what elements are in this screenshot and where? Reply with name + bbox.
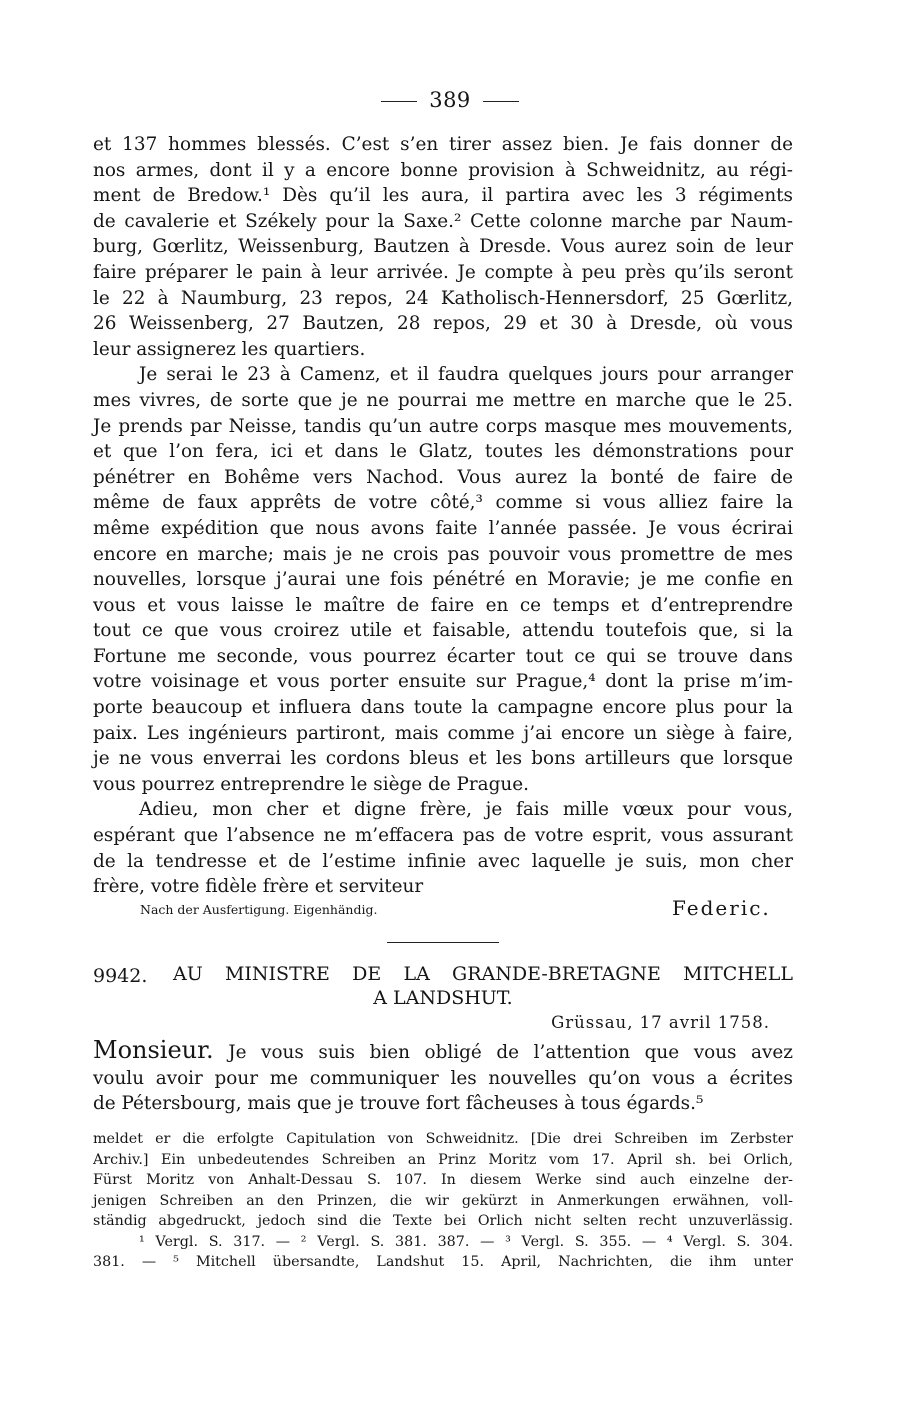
letter-opening — [93, 1038, 793, 1117]
text-line: de cavalerie et Székely pour la Saxe.² Cette colonne marche par Naum- — [93, 210, 793, 232]
salutation: Monsieur. — [93, 1036, 214, 1064]
text-line: et que l’on fera, ici et dans le Glatz, toutes les démonstrations pour — [93, 441, 793, 463]
letter-title-line-2: A LANDSHUT. — [373, 987, 513, 1009]
footnote-line: 381. — ⁵ Mitchell übersandte, Landshut 15. April, Nachrichten, die ihm unter — [93, 1254, 793, 1270]
text-line: frère, votre fidèle frère et serviteur — [93, 876, 424, 898]
dateline: Grüssau, 17 avril 1758. — [551, 1013, 770, 1032]
text-line: pénétrer en Bohême vers Nachod. Vous aurez la bonté de faire de — [93, 466, 793, 488]
letter-line-1 — [93, 1038, 793, 1066]
letter-title-line-1: AU MINISTRE DE LA GRANDE-BRETAGNE MITCHELL — [173, 963, 793, 985]
text-line: encore en marche; mais je ne crois pas pouvoir vous promettre de mes — [93, 543, 793, 565]
footnotes — [93, 1129, 793, 1273]
footnote-line: Fürst Moritz von Anhalt-Dessau S. 107. In diesem Werke sind auch einzelne der- — [93, 1172, 793, 1188]
footnote-line: ¹ Vergl. S. 317. — ² Vergl. S. 381. 387. — ³ Vergl. S. 355. — ⁴ Vergl. S. 304. — [139, 1233, 793, 1250]
text-line: Fortune me seconde, vous pourrez écarter tout ce qui se trouve dans — [93, 645, 793, 667]
footnote-line: Archiv.] Ein unbedeutendes Schreiben an Prinz Moritz vom 17. April sh. bei Orlich, — [93, 1151, 793, 1168]
text-line: vous pourrez entreprendre le siège de Prague. — [93, 773, 529, 795]
text-line: votre voisinage et vous porter ensuite sur Prague,⁴ dont la prise m’im- — [93, 671, 793, 693]
page-number-dash-left — [381, 101, 417, 102]
letter-line: voulu avoir pour me communiquer les nouvelles qu’on vous a écrites — [93, 1067, 793, 1089]
text-line: paix. Les ingénieurs partiront, mais comme j’ai encore un siège à faire, — [93, 722, 793, 744]
text-line: de la tendresse et de l’estime infinie avec laquelle je suis, mon cher — [93, 850, 793, 872]
footnote-line: meldet er die erfolgte Capitulation von Schweidnitz. [Die drei Schreiben im Zerbster — [93, 1131, 793, 1147]
text-line: Je prends par Neisse, tandis qu’un autre corps masque mes mouvements, — [93, 415, 793, 437]
text-line: ment de Bredow.¹ Dès qu’il les aura, il partira avec les 3 régiments — [93, 185, 793, 207]
text-line: 26 Weissenberg, 27 Bautzen, 28 repos, 29 et 30 à Dresde, où vous — [93, 313, 793, 335]
text-line: Adieu, mon cher et digne frère, je fais mille vœux pour vous, — [139, 799, 793, 821]
text-line: burg, Gœrlitz, Weissenburg, Bautzen à Dresde. Vous aurez soin de leur — [93, 236, 793, 258]
letter-number: 9942. — [93, 965, 148, 987]
letter-line-text: Je vous suis bien obligé de l’attention que vous avez — [228, 1042, 793, 1063]
text-line: nouvelles, lorsque j’aurai une fois pénétré en Moravie; je me confie en — [93, 569, 793, 591]
signature: Federic. — [672, 896, 771, 920]
letter-body — [93, 132, 793, 900]
letter-line: de Pétersbourg, mais que je trouve fort fâcheuses à tous égards.⁵ — [93, 1093, 704, 1115]
section-divider — [387, 942, 499, 943]
text-line: même de faux apprêts de votre côté,³ comme si vous alliez faire la — [93, 492, 793, 514]
footnote-line: ständig abgedruckt, jedoch sind die Texte bei Orlich nicht selten recht unzuverlässig. — [93, 1213, 793, 1229]
text-line: tout ce que vous croirez utile et faisable, attendu toutefois que, si la — [93, 620, 793, 642]
source-note: Nach der Ausfertigung. Eigenhändig. — [140, 902, 378, 917]
footnote-line: jenigen Schreiben an den Prinzen, die wir gekürzt in Anmerkungen erwähnen, voll- — [93, 1192, 793, 1209]
text-line: le 22 à Naumburg, 23 repos, 24 Katholisch-Hennersdorf, 25 Gœrlitz, — [93, 287, 793, 309]
text-line: je ne vous enverrai les cordons bleus et les bons artilleurs que lorsque — [93, 748, 793, 770]
text-line: porte beaucoup et influera dans toute la campagne encore plus pour la — [93, 697, 793, 719]
text-line: Je serai le 23 à Camenz, et il faudra quelques jours pour arranger — [139, 364, 793, 386]
page-number-value: 389 — [429, 88, 471, 112]
paragraph-3 — [93, 797, 793, 899]
text-line: mes vivres, de sorte que je ne pourrai me mettre en marche que le 25. — [93, 389, 793, 411]
text-line: espérant que l’absence ne m’effacera pas de votre esprit, vous assurant — [93, 825, 793, 847]
paragraph-1 — [93, 132, 793, 362]
text-line: faire préparer le pain à leur arrivée. Je compte à peu près qu’ils seront — [93, 261, 793, 283]
text-line: vous et vous laisse le maître de faire en ce temps et d’entreprendre — [93, 594, 793, 616]
page-number-dash-right — [483, 101, 519, 102]
page-number — [0, 88, 900, 112]
text-line: nos armes, dont il y a encore bonne provision à Schweidnitz, au régi- — [93, 159, 793, 181]
paragraph-2 — [93, 362, 793, 797]
text-line: leur assignerez les quartiers. — [93, 338, 366, 360]
text-line: même expédition que nous avons faite l’année passée. Je vous écrirai — [93, 517, 793, 539]
text-line: et 137 hommes blessés. C’est s’en tirer assez bien. Je fais donner de — [93, 134, 793, 155]
